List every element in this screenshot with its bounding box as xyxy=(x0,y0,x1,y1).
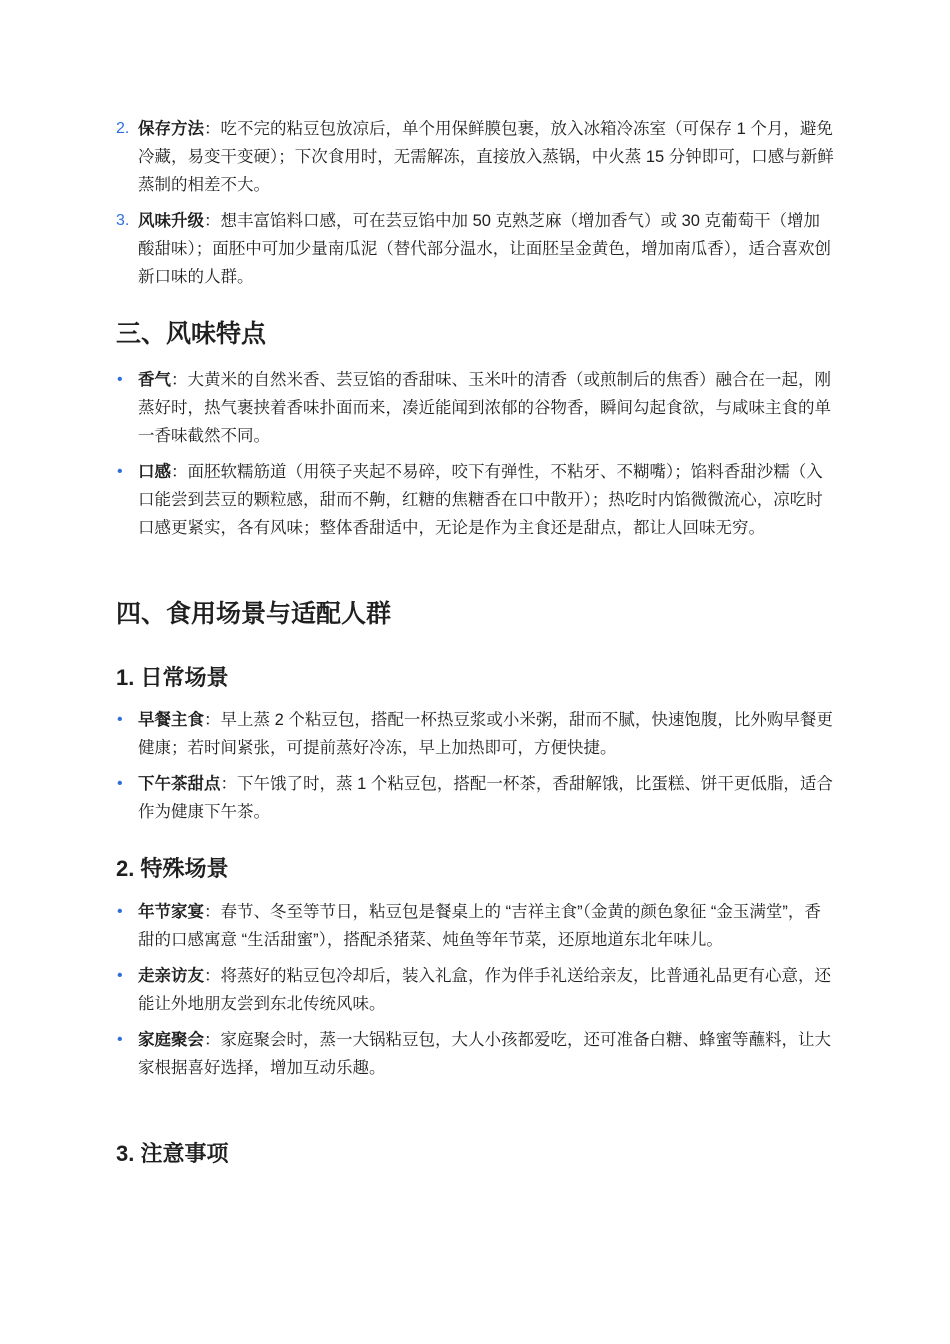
bullet-icon: • xyxy=(117,967,123,984)
item-text: ：大黄米的自然米香、芸豆馅的香甜味、玉米叶的清香（或煎制后的焦香）融合在一起，刚蒸好时，热气裹挟着香味扑面而来，凑近能闻到浓郁的谷物香，瞬间勾起食欲，与咸味主食的单一香味截然不同。 xyxy=(138,371,831,445)
list-item xyxy=(116,1026,836,1082)
section-title-flavor: 三、风味特点 xyxy=(116,320,267,348)
item-term: 口感 xyxy=(138,463,171,481)
flavor-list xyxy=(116,366,836,550)
list-number: 2. xyxy=(116,120,130,137)
special-list xyxy=(116,898,836,1090)
list-item xyxy=(116,770,836,826)
item-term: 走亲访友 xyxy=(138,967,204,985)
item-term: 风味升级 xyxy=(138,212,204,230)
bullet-icon: • xyxy=(117,903,123,920)
item-text: ：面胚软糯筋道（用筷子夹起不易碎，咬下有弹性，不粘牙、不糊嘴）；馅料香甜沙糯（入口能尝到芸豆的颗粒感，甜而不齁，红糖的焦糖香在口中散开）；热吃时内馅微微流心，凉吃时口感更紧实，各有风味；整体香甜适中，无论是作为主食还是甜点，都让人回味无穷。 xyxy=(138,463,823,537)
daily-list xyxy=(116,706,836,834)
list-item xyxy=(116,962,836,1018)
item-text: ：想丰富馅料口感，可在芸豆馅中加 50 克熟芝麻（增加香气）或 30 克葡萄干（增加酸甜味）；面胚中可加少量南瓜泥（替代部分温水，让面胚呈金黄色，增加南瓜香），适合喜欢创新口味的人群。 xyxy=(138,212,831,286)
item-term: 下午茶甜点 xyxy=(138,775,221,793)
list-item xyxy=(116,115,836,199)
list-item xyxy=(116,706,836,762)
item-text: ：吃不完的粘豆包放凉后，单个用保鲜膜包裹，放入冰箱冷冻室（可保存 1 个月，避免冷藏，易变干变硬）；下次食用时，无需解冻，直接放入蒸锅，中火蒸 15 分钟即可，口感与新鲜蒸制的相差不大。 xyxy=(138,120,834,194)
subsection-title-special: 2. 特殊场景 xyxy=(116,856,229,881)
list-item xyxy=(116,366,836,450)
item-text: ：家庭聚会时，蒸一大锅粘豆包，大人小孩都爱吃，还可准备白糖、蜂蜜等蘸料，让大家根据喜好选择，增加互动乐趣。 xyxy=(138,1031,831,1077)
item-text: ：早上蒸 2 个粘豆包，搭配一杯热豆浆或小米粥，甜而不腻，快速饱腹，比外购早餐更健康；若时间紧张，可提前蒸好冷冻，早上加热即可，方便快捷。 xyxy=(138,711,833,757)
bullet-icon: • xyxy=(117,371,123,388)
continued-numbered-list xyxy=(116,115,836,299)
list-item xyxy=(116,207,836,291)
item-text: ：下午饿了时，蒸 1 个粘豆包，搭配一杯茶，香甜解饿，比蛋糕、饼干更低脂，适合作为健康下午茶。 xyxy=(138,775,833,821)
subsection-title-daily: 1. 日常场景 xyxy=(116,665,229,690)
item-text: ：春节、冬至等节日，粘豆包是餐桌上的 “吉祥主食”（金黄的颜色象征 “金玉满堂”，香甜的口感寓意 “生活甜蜜”），搭配杀猪菜、炖鱼等年节菜，还原地道东北年味儿。 xyxy=(138,903,821,949)
list-item xyxy=(116,458,836,542)
subsection-title-notes: 3. 注意事项 xyxy=(116,1141,229,1166)
bullet-icon: • xyxy=(117,1031,123,1048)
item-term: 保存方法 xyxy=(138,120,204,138)
bullet-icon: • xyxy=(117,711,123,728)
item-term: 香气 xyxy=(138,371,171,389)
item-term: 家庭聚会 xyxy=(138,1031,204,1049)
list-number: 3. xyxy=(116,212,130,229)
item-text: ：将蒸好的粘豆包冷却后，装入礼盒，作为伴手礼送给亲友，比普通礼品更有心意，还能让外地朋友尝到东北传统风味。 xyxy=(138,967,831,1013)
item-term: 早餐主食 xyxy=(138,711,204,729)
bullet-icon: • xyxy=(117,775,123,792)
section-title-scenarios: 四、食用场景与适配人群 xyxy=(116,600,392,628)
list-item xyxy=(116,898,836,954)
item-term: 年节家宴 xyxy=(138,903,204,921)
bullet-icon: • xyxy=(117,463,123,480)
